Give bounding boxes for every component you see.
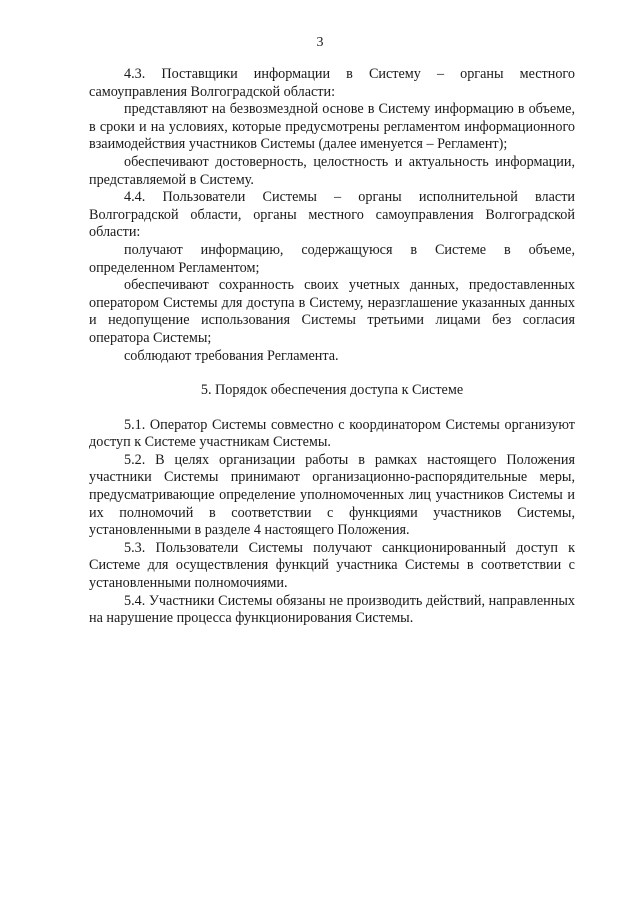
paragraph-5-3: 5.3. Пользователи Системы получают санкционированный доступ к Системе для осуществления функций участника Системы в соответствии с установленными полномочиями. [89, 539, 575, 592]
paragraph-4-4-item-3: соблюдают требования Регламента. [124, 347, 339, 364]
section-5-heading: 5. Порядок обеспечения доступа к Системе [200, 382, 464, 399]
document-body [89, 66, 575, 628]
paragraph-4-4-item-2: обеспечивают сохранность своих учетных данных, предоставленных оператором Системы для доступа в Систему, неразглашение указанных данных и недопущение использования Системы третьими лицами без согласия оператора Системы; [89, 277, 575, 346]
paragraph-4-4-item-1: получают информацию, содержащуюся в Системе в объеме, определенном Регламентом; [89, 241, 575, 276]
paragraph-4-4: 4.4. Пользователи Системы – органы исполнительной власти Волгоградской области, органы местного самоуправления Волгоградской области: [89, 189, 575, 241]
paragraph-5-2: 5.2. В целях организации работы в рамках настоящего Положения участники Системы принимают организационно-распорядительные меры, предусматривающие определение уполномоченных лиц участников Системы и их полномочий в соответствии с функциями участников Системы, установленными в разделе 4 настоящего Положения. [89, 451, 575, 539]
paragraph-4-3: 4.3. Поставщики информации в Систему – органы местного самоуправления Волгоградской области: [89, 66, 575, 100]
paragraph-5-4: 5.4. Участники Системы обязаны не производить действий, направленных на нарушение процесса функционирования Системы. [89, 592, 575, 627]
page-number: 3 [316, 35, 324, 50]
paragraph-4-3-item-1: представляют на безвозмездной основе в Систему информацию в объеме, в сроки и на условиях, которые предусмотрены регламентом информационного взаимодействия участников Системы (далее именуется – Регламент); [89, 101, 575, 153]
paragraph-5-1: 5.1. Оператор Системы совместно с координатором Системы организуют доступ к Системе участникам Системы. [89, 416, 575, 451]
paragraph-4-3-item-2: обеспечивают достоверность, целостность и актуальность информации, представляемой в Систему. [89, 153, 575, 188]
